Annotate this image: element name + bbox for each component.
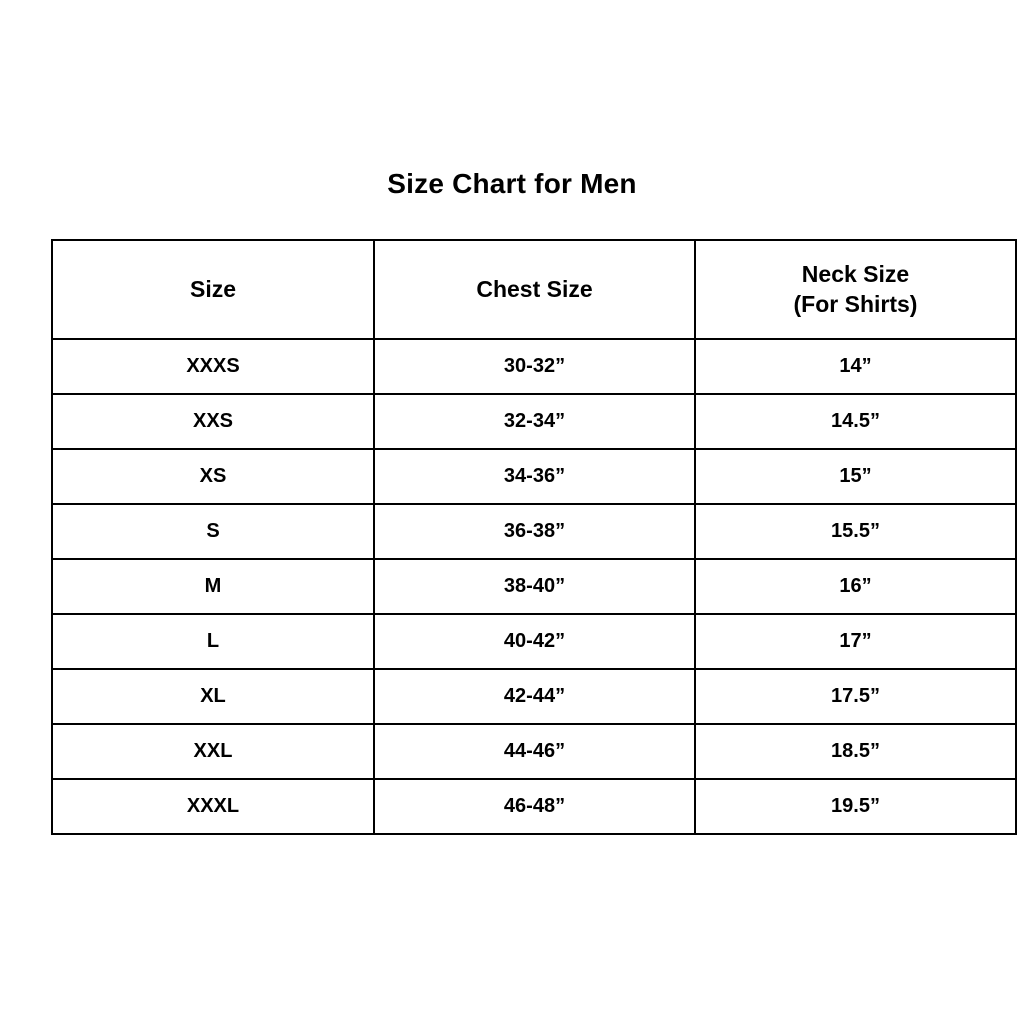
cell-neck: 16” (695, 559, 1016, 614)
cell-chest: 32-34” (374, 394, 695, 449)
table-row (52, 724, 1016, 779)
cell-size: XXXL (52, 779, 374, 834)
cell-size: M (52, 559, 374, 614)
cell-chest: 38-40” (374, 559, 695, 614)
cell-neck: 15.5” (695, 504, 1016, 559)
cell-size: XXS (52, 394, 374, 449)
cell-chest: 44-46” (374, 724, 695, 779)
cell-chest: 36-38” (374, 504, 695, 559)
column-header-neck (695, 240, 1016, 339)
cell-size: S (52, 504, 374, 559)
column-header-chest (374, 240, 695, 339)
cell-chest: 40-42” (374, 614, 695, 669)
table-header (52, 240, 1016, 339)
table-row (52, 339, 1016, 394)
cell-neck: 18.5” (695, 724, 1016, 779)
table-header-row (52, 240, 1016, 339)
cell-chest: 34-36” (374, 449, 695, 504)
cell-neck: 14” (695, 339, 1016, 394)
column-header-neck-label: Neck Size (801, 261, 910, 288)
cell-neck: 15” (695, 449, 1016, 504)
table-row (52, 669, 1016, 724)
table-row (52, 504, 1016, 559)
table-row (52, 449, 1016, 504)
table-row (52, 394, 1016, 449)
cell-chest: 46-48” (374, 779, 695, 834)
cell-chest: 42-44” (374, 669, 695, 724)
cell-size: L (52, 614, 374, 669)
cell-neck: 19.5” (695, 779, 1016, 834)
size-chart-table-wrapper (51, 239, 973, 835)
column-header-size (52, 240, 374, 339)
column-header-size-label: Size (189, 275, 237, 302)
cell-chest: 30-32” (374, 339, 695, 394)
cell-size: XXXS (52, 339, 374, 394)
cell-neck: 17.5” (695, 669, 1016, 724)
column-header-neck-sublabel: (For Shirts) (793, 290, 918, 317)
cell-size: XL (52, 669, 374, 724)
table-body (52, 339, 1016, 834)
page-title: Size Chart for Men (387, 168, 637, 199)
cell-size: XXL (52, 724, 374, 779)
column-header-chest-label: Chest Size (476, 275, 593, 302)
size-chart-table (51, 239, 1017, 835)
table-row (52, 614, 1016, 669)
table-row (52, 779, 1016, 834)
cell-size: XS (52, 449, 374, 504)
cell-neck: 17” (695, 614, 1016, 669)
table-row (52, 559, 1016, 614)
cell-neck: 14.5” (695, 394, 1016, 449)
